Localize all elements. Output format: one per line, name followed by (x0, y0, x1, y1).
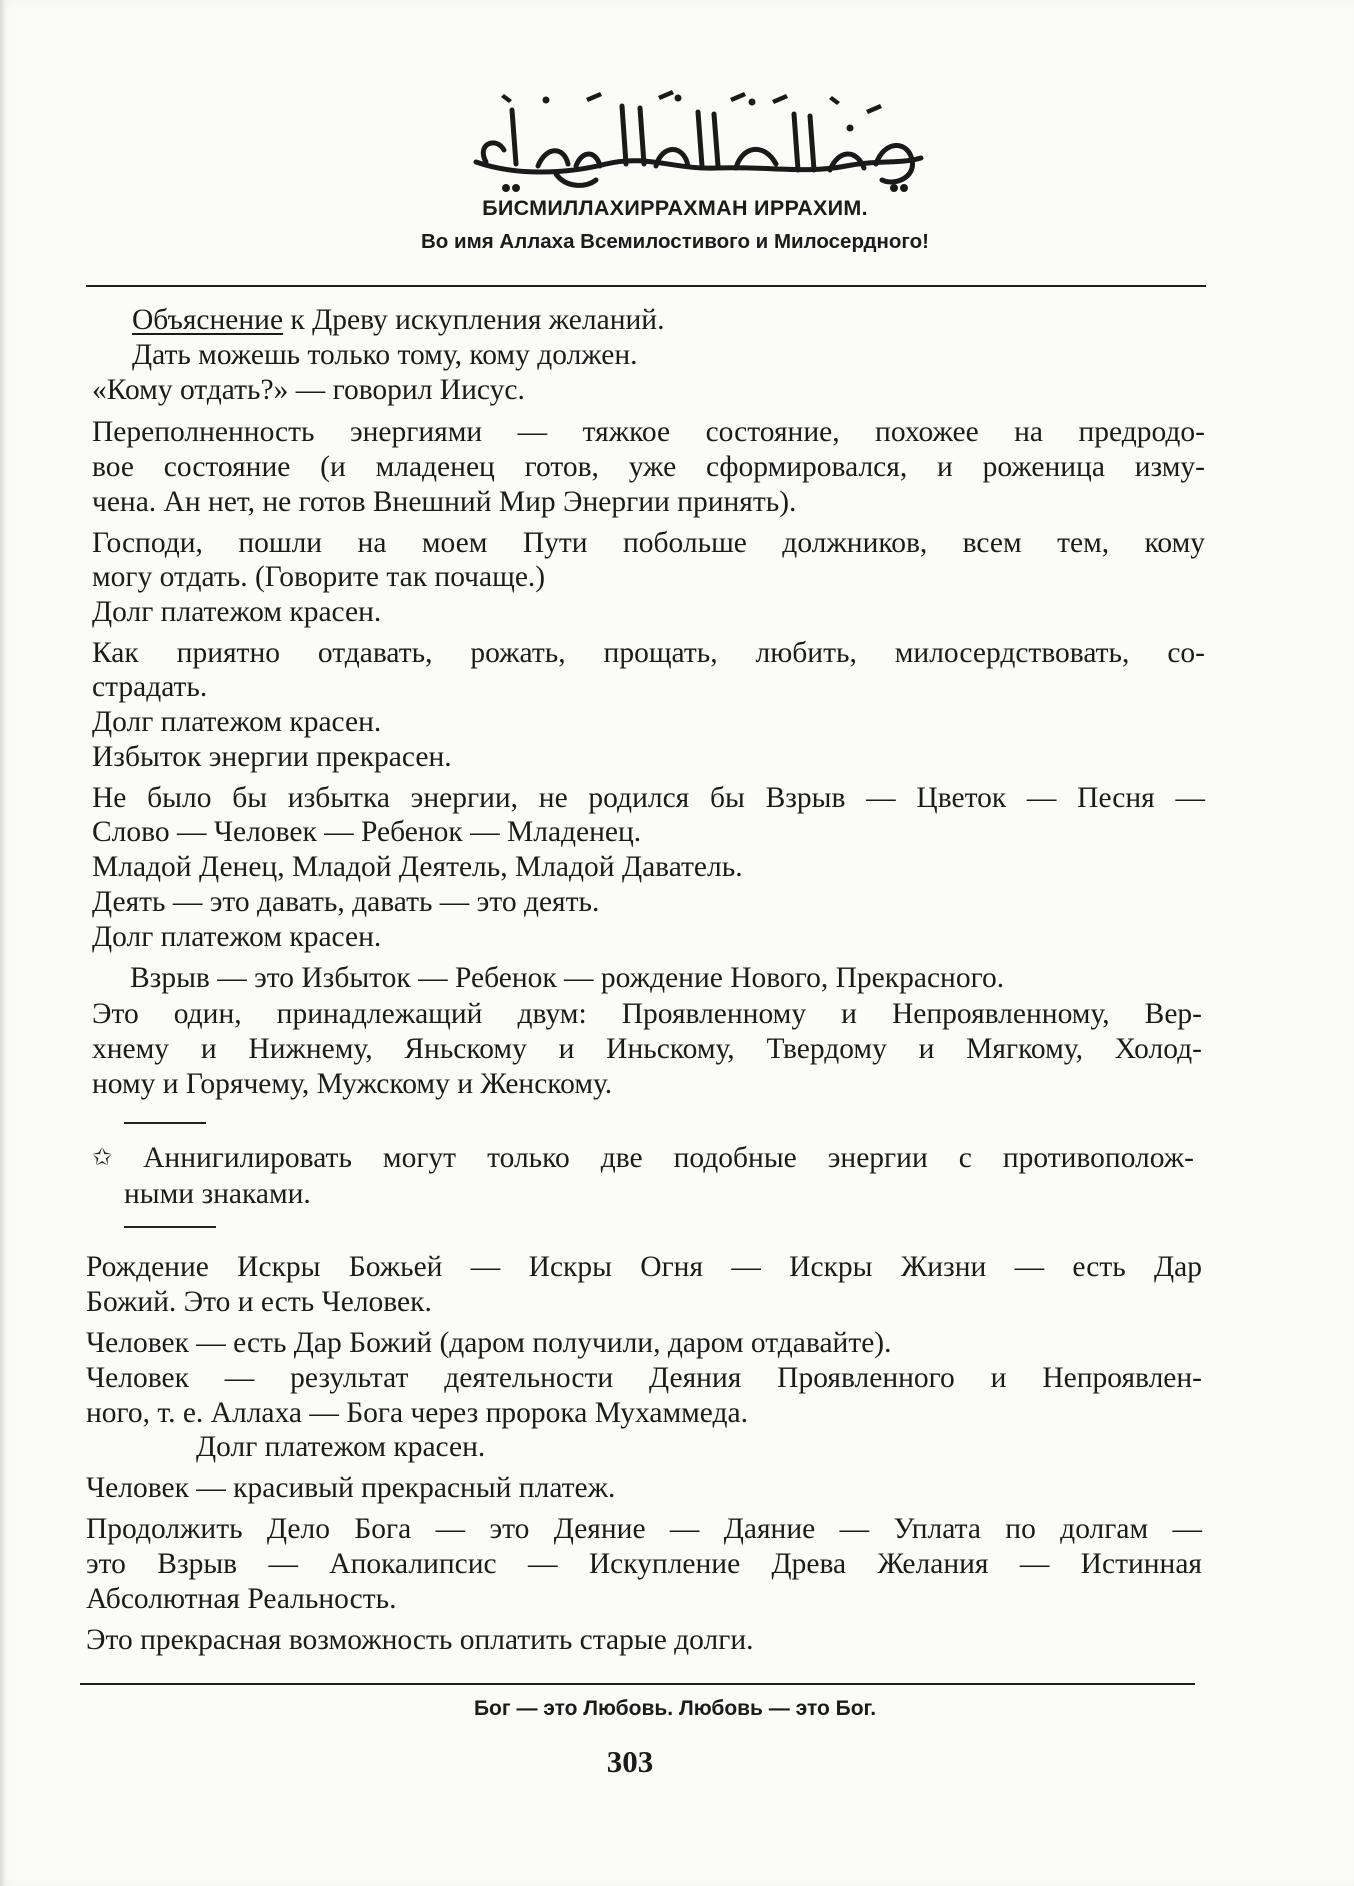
footnote-line: ными знаками. (124, 1178, 311, 1210)
text-line: Божий. Это и есть Человек. (86, 1286, 432, 1318)
footer-quote: Бог — это Любовь. Любовь — это Бог. (473, 1697, 877, 1720)
text-line: Человек — результат деятельности Деяния Проявленного и Непроявлен- (86, 1362, 1202, 1394)
text-line: Переполненность энергиями — тяжкое состояние, похожее на предродо- (92, 416, 1205, 448)
text-line: могу отдать. (Говорите так почаще.) (92, 561, 546, 593)
intro-heading: Объяснение (132, 304, 284, 336)
text-line: ного, т. е. Аллаха — Бога через пророка Мухаммеда. (86, 1397, 748, 1429)
text-line: Это один, принадлежащий двум: Проявленному и Непроявленному, Вер- (92, 998, 1202, 1030)
text-line: Долг платежом красен. (92, 596, 382, 628)
footnote-line (92, 1144, 1194, 1174)
text-line: Дать можешь только тому, кому должен. (132, 339, 638, 371)
text-line: Взрыв — это Избыток — Ребенок — рождение Нового, Прекрасного. (130, 962, 1005, 994)
text-line: Человек — красивый прекрасный платеж. (86, 1472, 616, 1504)
text-line: вое состояние (и младенец готов, уже сформировался, и роженица изму- (92, 451, 1205, 483)
text-line: это Взрыв — Апокалипсис — Искупление Древа Желания — Истинная (86, 1548, 1202, 1580)
text-line: чена. Ан нет, не готов Внешний Мир Энергии принять). (92, 486, 797, 518)
text-line: Избыток энергии прекрасен. (92, 741, 452, 773)
text-line: Как приятно отдавать, рожать, прощать, любить, милосердствовать, со- (92, 637, 1205, 669)
text-line: Слово — Человек — Ребенок — Младенец. (92, 816, 642, 848)
header-title: БИСМИЛЛАХИРРАХМАН ИРРАХИМ. (482, 196, 868, 220)
footer-divider (80, 1683, 1195, 1685)
text-line: Это прекрасная возможность оплатить старые долги. (86, 1624, 754, 1656)
text-line: Господи, пошли на моем Пути побольше должников, всем тем, кому (92, 527, 1205, 559)
header-divider (86, 285, 1206, 287)
header-subtitle: Во имя Аллаха Всемилостивого и Милосердного! (420, 230, 929, 253)
footnote-text: Аннигилировать могут только две подобные энергии с противополож- (143, 1142, 1194, 1174)
text-line: Младой Денец, Младой Деятель, Младой Даватель. (92, 851, 743, 883)
text-line: Долг платежом красен. (92, 706, 382, 738)
footnote-divider (124, 1122, 206, 1124)
page-number: 303 (606, 1744, 654, 1779)
star-icon: ✩ (92, 1143, 113, 1171)
text-line: Долг платежом красен. (196, 1431, 486, 1463)
intro-text: к Древу искупления желаний. (283, 304, 665, 336)
text-line: хнему и Нижнему, Яньскому и Иньскому, Твердому и Мягкому, Холод- (92, 1033, 1202, 1065)
text-line: Рождение Искры Божьей — Искры Огня — Искры Жизни — есть Дар (86, 1251, 1202, 1283)
text-line: Абсолютная Реальность. (86, 1583, 397, 1615)
page-binding-edge (0, 0, 6, 1886)
basmala-calligraphy-image (446, 84, 946, 202)
text-line: Не было бы избытка энергии, не родился бы Взрыв — Цветок — Песня — (92, 782, 1205, 814)
text-line: Деять — это давать, давать — это деять. (92, 886, 600, 918)
text-line: Продолжить Дело Бога — это Деяние — Даяние — Уплата по долгам — (86, 1513, 1202, 1545)
text-line: Долг платежом красен. (92, 921, 382, 953)
intro-line (132, 306, 664, 336)
basmala-calligraphy (446, 84, 946, 202)
text-line: ному и Горячему, Мужскому и Женскому. (92, 1068, 613, 1100)
text-line: страдать. (92, 671, 208, 703)
text-line: «Кому отдать?» — говорил Иисус. (92, 374, 525, 406)
footnote-divider (124, 1226, 216, 1228)
text-line: Человек — есть Дар Божий (даром получили, даром отдавайте). (86, 1327, 892, 1359)
